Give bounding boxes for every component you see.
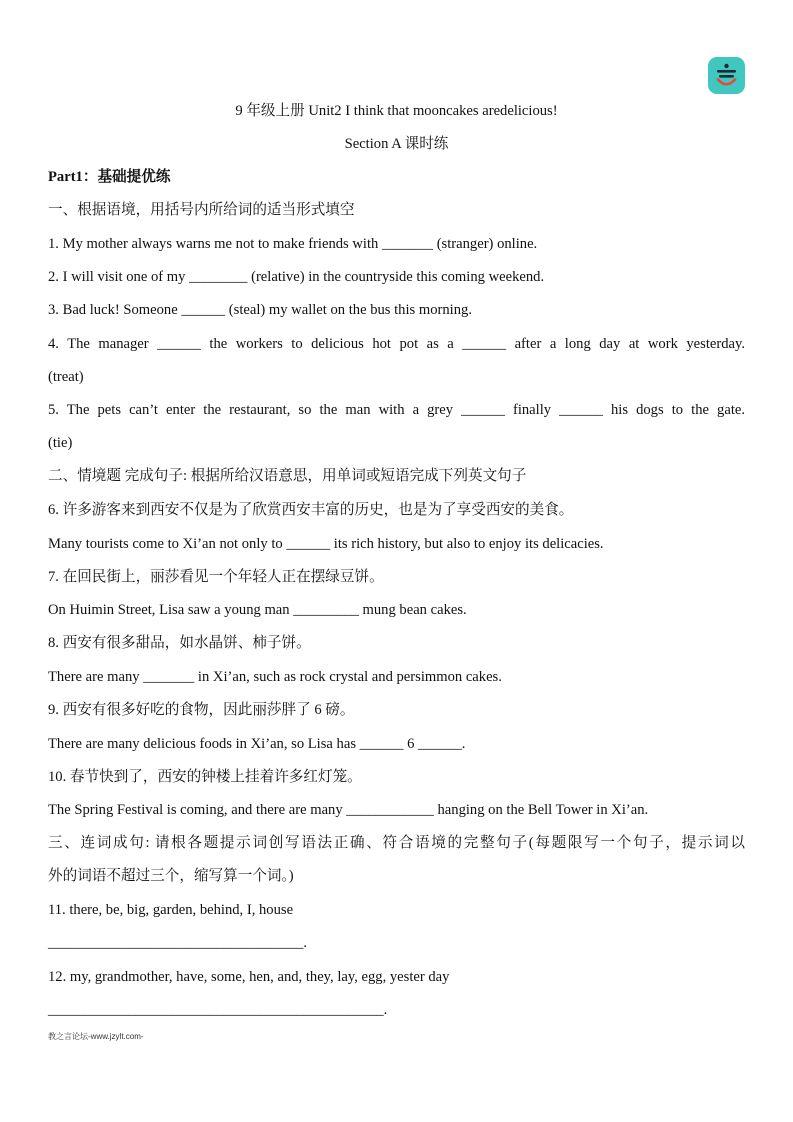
part1-heading: Part1：基础提优练 (48, 169, 171, 185)
page-title: 9 年级上册 Unit2 I think that mooncakes aredelicious! (235, 103, 558, 119)
question-12-answer-line: ______________________________________________. (48, 1002, 388, 1018)
section3-heading-continued: 外的词语不超过三个，缩写算一个词。) (48, 868, 294, 884)
question-4-hint: (treat) (48, 369, 84, 385)
question-11: 11. there, be, big, garden, behind, I, house (48, 902, 294, 918)
question-7-english: On Huimin Street, Lisa saw a young man _________ mung bean cakes. (48, 602, 467, 618)
question-9-chinese: 9. 西安有很多好吃的食物，因此丽莎胖了 6 磅。 (48, 702, 355, 718)
question-10-english: The Spring Festival is coming, and there are many ____________ hanging on the Bell Tower in Xi’an. (48, 802, 649, 818)
section3-heading: 三、连词成句: 请根各题提示词创写语法正确、符合语境的完整句子(每题限写一个句子，提示词以 (48, 835, 745, 851)
question-4: 4. The manager ______ the workers to delicious hot pot as a ______ after a long day at work yesterday. (48, 336, 745, 352)
section1-heading: 一、根据语境，用括号内所给词的适当形式填空 (48, 202, 355, 218)
question-5: 5. The pets can’t enter the restaurant, so the man with a grey ______ finally ______ his dogs to the gate. (48, 402, 745, 418)
footer-watermark: 教之言论坛-www.jzylt.com- (48, 1032, 144, 1041)
section2-heading: 二、情境题 完成句子: 根据所给汉语意思，用单词或短语完成下列英文句子 (48, 468, 527, 484)
question-1: 1. My mother always warns me not to make friends with _______ (stranger) online. (48, 236, 538, 252)
question-12: 12. my, grandmother, have, some, hen, and, they, lay, egg, yester day (48, 969, 450, 985)
question-2: 2. I will visit one of my ________ (relative) in the countryside this coming weekend. (48, 269, 545, 285)
question-5-hint: (tie) (48, 435, 73, 451)
question-3: 3. Bad luck! Someone ______ (steal) my wallet on the bus this morning. (48, 302, 472, 318)
question-8-chinese: 8. 西安有很多甜品，如水晶饼、柿子饼。 (48, 635, 311, 651)
page-subtitle: Section A 课时练 (344, 136, 449, 152)
question-7-chinese: 7. 在回民街上，丽莎看见一个年轻人正在摆绿豆饼。 (48, 569, 384, 585)
question-10-chinese: 10. 春节快到了，西安的钟楼上挂着许多红灯笼。 (48, 769, 362, 785)
question-11-answer-line: ___________________________________. (48, 935, 308, 951)
site-logo-icon (708, 57, 745, 94)
question-9-english: There are many delicious foods in Xi’an, so Lisa has ______ 6 ______. (48, 736, 466, 752)
question-6-english: Many tourists come to Xi’an not only to ______ its rich history, but also to enjoy its delicacies. (48, 536, 604, 552)
question-6-chinese: 6. 许多游客来到西安不仅是为了欣赏西安丰富的历史，也是为了享受西安的美食。 (48, 502, 574, 518)
question-8-english: There are many _______ in Xi’an, such as rock crystal and persimmon cakes. (48, 669, 502, 685)
